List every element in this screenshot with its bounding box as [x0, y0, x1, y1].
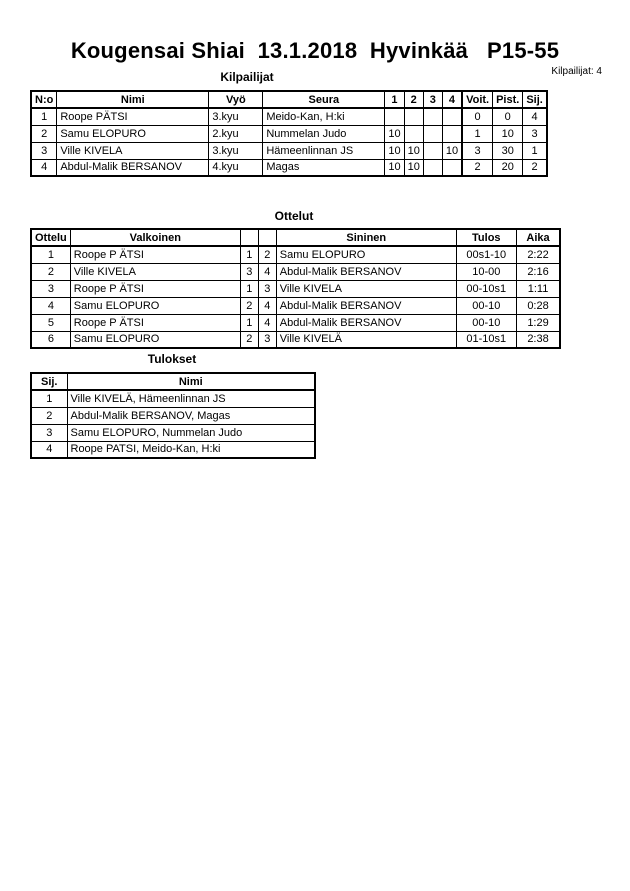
- cell-score-4: [442, 108, 462, 125]
- cell-blue-number: 3: [258, 280, 276, 297]
- cell-aika: 2:22: [516, 246, 560, 263]
- cell-nimi: Roope PÄTSI: [57, 108, 209, 125]
- match-row: [31, 263, 560, 280]
- cell-blue-number: 4: [258, 314, 276, 331]
- cell-score-1: [385, 108, 404, 125]
- cell-voit: 1: [462, 125, 493, 142]
- cell-valkoinen: Roope P ÄTSI: [70, 280, 240, 297]
- header-white-number: [240, 229, 258, 246]
- header-nimi: Nimi: [67, 373, 315, 390]
- results-heading: Tulokset: [147, 352, 197, 366]
- header-opponent-3: 3: [423, 91, 442, 108]
- cell-nimi: Abdul-Malik BERSANOV: [57, 159, 209, 176]
- cell-score-1: 10: [385, 142, 404, 159]
- cell-sininen: Abdul-Malik BERSANOV: [276, 297, 456, 314]
- competitors-table: [30, 90, 548, 177]
- cell-nimi: Ville KIVELA: [57, 142, 209, 159]
- header-ottelu: Ottelu: [31, 229, 70, 246]
- cell-valkoinen: Roope P ÄTSI: [70, 246, 240, 263]
- cell-pist: 10: [493, 125, 523, 142]
- cell-sij: 2: [523, 159, 547, 176]
- header-opponent-1: 1: [385, 91, 404, 108]
- cell-nimi: Samu ELOPURO: [57, 125, 209, 142]
- competitors-heading: Kilpailijat: [220, 70, 274, 84]
- cell-score-1: 10: [385, 125, 404, 142]
- cell-blue-number: 4: [258, 263, 276, 280]
- cell-score-1: 10: [385, 159, 404, 176]
- cell-score-3: [423, 125, 442, 142]
- match-row: [31, 331, 560, 348]
- cell-score-4: [442, 125, 462, 142]
- cell-tulos: 00s1-10: [456, 246, 516, 263]
- header-valkoinen: Valkoinen: [70, 229, 240, 246]
- cell-ottelu: 5: [31, 314, 70, 331]
- cell-vyo: 2.kyu: [209, 125, 263, 142]
- cell-sij: 4: [31, 441, 67, 458]
- match-row: [31, 246, 560, 263]
- match-row: [31, 297, 560, 314]
- cell-valkoinen: Samu ELOPURO: [70, 297, 240, 314]
- cell-white-number: 3: [240, 263, 258, 280]
- cell-score-3: [423, 142, 442, 159]
- cell-aika: 2:16: [516, 263, 560, 280]
- header-seura: Seura: [263, 91, 385, 108]
- cell-nimi: Abdul-Malik BERSANOV, Magas: [67, 407, 315, 424]
- cell-sininen: Abdul-Malik BERSANOV: [276, 263, 456, 280]
- cell-white-number: 1: [240, 314, 258, 331]
- cell-score-3: [423, 108, 442, 125]
- cell-tulos: 00-10: [456, 297, 516, 314]
- cell-aika: 2:38: [516, 331, 560, 348]
- cell-white-number: 2: [240, 331, 258, 348]
- cell-blue-number: 4: [258, 297, 276, 314]
- cell-score-3: [423, 159, 442, 176]
- competitor-row: [31, 142, 547, 159]
- match-row: [31, 314, 560, 331]
- matches-header-row: [31, 229, 560, 246]
- cell-vyo: 4.kyu: [209, 159, 263, 176]
- cell-seura: Nummelan Judo: [263, 125, 385, 142]
- cell-vyo: 3.kyu: [209, 108, 263, 125]
- cell-aika: 1:11: [516, 280, 560, 297]
- cell-white-number: 1: [240, 246, 258, 263]
- cell-seura: Meido-Kan, H:ki: [263, 108, 385, 125]
- cell-sininen: Ville KIVELA: [276, 280, 456, 297]
- cell-blue-number: 3: [258, 331, 276, 348]
- cell-ottelu: 4: [31, 297, 70, 314]
- cell-sij: 4: [523, 108, 547, 125]
- cell-nimi: Ville KIVELÄ, Hämeenlinnan JS: [67, 390, 315, 407]
- results-table: [30, 372, 316, 459]
- cell-score-2: 10: [404, 159, 423, 176]
- cell-pist: 20: [493, 159, 523, 176]
- header-opponent-2: 2: [404, 91, 423, 108]
- header-tulos: Tulos: [456, 229, 516, 246]
- cell-vyo: 3.kyu: [209, 142, 263, 159]
- cell-seura: Hämeenlinnan JS: [263, 142, 385, 159]
- result-row: [31, 424, 315, 441]
- header-voit: Voit.: [462, 91, 493, 108]
- matches-table: [30, 228, 561, 349]
- cell-sij: 2: [31, 407, 67, 424]
- competitor-row: [31, 125, 547, 142]
- cell-valkoinen: Roope P ÄTSI: [70, 314, 240, 331]
- page-title: Kougensai Shiai 13.1.2018 Hyvinkää P15-55: [70, 38, 560, 63]
- cell-no: 1: [31, 108, 57, 125]
- cell-white-number: 2: [240, 297, 258, 314]
- cell-valkoinen: Ville KIVELA: [70, 263, 240, 280]
- cell-voit: 2: [462, 159, 493, 176]
- cell-ottelu: 6: [31, 331, 70, 348]
- header-blue-number: [258, 229, 276, 246]
- header-nimi: Nimi: [57, 91, 209, 108]
- header-sij: Sij.: [523, 91, 547, 108]
- cell-white-number: 1: [240, 280, 258, 297]
- cell-score-2: 10: [404, 142, 423, 159]
- header-sij: Sij.: [31, 373, 67, 390]
- cell-score-2: [404, 108, 423, 125]
- cell-tulos: 01-10s1: [456, 331, 516, 348]
- matches-heading: Ottelut: [274, 209, 314, 223]
- competitor-row: [31, 159, 547, 176]
- result-row: [31, 390, 315, 407]
- cell-score-4: 10: [442, 142, 462, 159]
- cell-no: 4: [31, 159, 57, 176]
- cell-no: 2: [31, 125, 57, 142]
- cell-blue-number: 2: [258, 246, 276, 263]
- result-row: [31, 441, 315, 458]
- cell-seura: Magas: [263, 159, 385, 176]
- header-sininen: Sininen: [276, 229, 456, 246]
- cell-pist: 0: [493, 108, 523, 125]
- cell-voit: 3: [462, 142, 493, 159]
- cell-voit: 0: [462, 108, 493, 125]
- results-header-row: [31, 373, 315, 390]
- cell-sij: 1: [523, 142, 547, 159]
- header-vyo: Vyö: [209, 91, 263, 108]
- header-pist: Pist.: [493, 91, 523, 108]
- match-row: [31, 280, 560, 297]
- cell-pist: 30: [493, 142, 523, 159]
- cell-sininen: Ville KIVELÄ: [276, 331, 456, 348]
- cell-sij: 1: [31, 390, 67, 407]
- result-row: [31, 407, 315, 424]
- cell-sij: 3: [523, 125, 547, 142]
- cell-sininen: Samu ELOPURO: [276, 246, 456, 263]
- cell-nimi: Roope PATSI, Meido-Kan, H:ki: [67, 441, 315, 458]
- header-no: N:o: [31, 91, 57, 108]
- cell-aika: 0:28: [516, 297, 560, 314]
- header-aika: Aika: [516, 229, 560, 246]
- competitors-count-label: Kilpailijat: 4: [551, 66, 602, 77]
- cell-score-2: [404, 125, 423, 142]
- cell-score-4: [442, 159, 462, 176]
- cell-nimi: Samu ELOPURO, Nummelan Judo: [67, 424, 315, 441]
- cell-sij: 3: [31, 424, 67, 441]
- cell-valkoinen: Samu ELOPURO: [70, 331, 240, 348]
- cell-ottelu: 3: [31, 280, 70, 297]
- cell-no: 3: [31, 142, 57, 159]
- cell-tulos: 00-10s1: [456, 280, 516, 297]
- cell-ottelu: 2: [31, 263, 70, 280]
- cell-ottelu: 1: [31, 246, 70, 263]
- competitor-row: [31, 108, 547, 125]
- cell-tulos: 10-00: [456, 263, 516, 280]
- cell-aika: 1:29: [516, 314, 560, 331]
- cell-sininen: Abdul-Malik BERSANOV: [276, 314, 456, 331]
- cell-tulos: 00-10: [456, 314, 516, 331]
- competitors-header-row: [31, 91, 547, 108]
- header-opponent-4: 4: [442, 91, 462, 108]
